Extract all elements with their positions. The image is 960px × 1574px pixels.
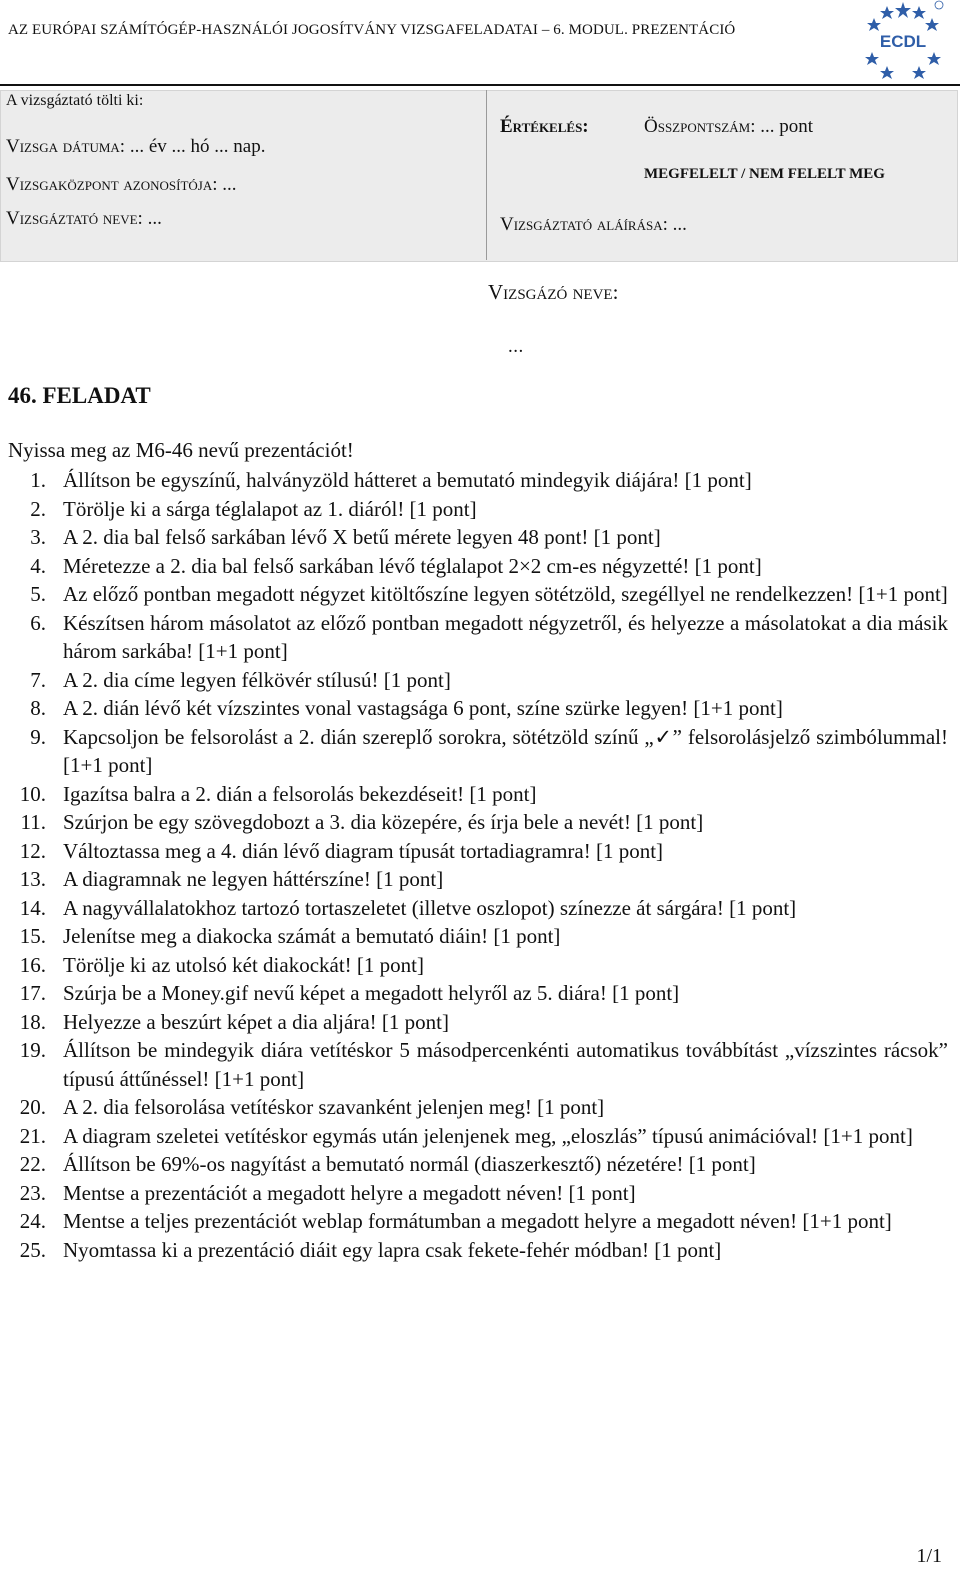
task-item [0,894,948,923]
examiner-name-label: Vizsgáztató neve: [6,208,143,229]
total-score-row [644,116,813,138]
task-item [0,1036,948,1093]
task-title: 46. FELADAT [8,383,151,408]
candidate-name-label: Vizsgázó neve: [488,280,619,304]
exam-date-row [6,136,265,158]
task-intro: Nyissa meg az M6-46 nevű prezentációt! [8,438,354,462]
task-item-number: 2. [30,496,46,521]
task-item-text: Nyomtassa ki a prezentáció diáit egy lapra csak fekete-fehér módban! [1 pont] [63,1237,722,1262]
task-item-number: 18. [19,1009,46,1034]
task-item [0,1179,948,1208]
task-item-number: 9. [30,724,46,749]
task-item-number: 16. [19,952,46,977]
task-item-number: 3. [30,525,46,549]
document-header-title: AZ EURÓPAI SZÁMÍTÓGÉP-HASZNÁLÓI JOGOSÍTVÁNY VIZSGAFELADATAI – 6. MODUL. PREZENTÁCIÓ [8,22,736,38]
task-item-text: A 2. dia bal felső sarkában lévő X betű mérete legyen 48 pont! [1 pont] [63,525,661,549]
task-item [0,609,948,666]
task-item [0,865,948,894]
task-item-text: A 2. dián lévő két vízszintes vonal vastagsága 6 pont, színe szürke legyen! [1+1 pont] [63,696,783,720]
task-item-text: Készítsen három másolatot az előző pontban megadott négyzetről, és helyezze a másolatokat a dia másik három sarkába! [1+1 pont] [63,610,948,663]
task-item-number: 6. [30,610,46,635]
task-item-text: A nagyvállalatokhoz tartozó tortaszeletet (illetve oszlopot) színezze át sárgára! [1 pont] [63,895,797,920]
task-item-number: 7. [30,667,46,692]
task-item-number: 8. [30,696,46,720]
task-item-text: Állítson be 69%-os nagyítást a bemutató normál (diaszerkesztő) nézetére! [1 pont] [63,1152,756,1176]
task-item-number: 20. [19,1095,46,1119]
total-score-value: ... pont [760,116,813,137]
candidate-name-field: ... [508,336,524,357]
task-item-text: Igazítsa balra a 2. dián a felsorolás bekezdéseit! [1 pont] [63,781,537,806]
task-item [0,780,948,809]
task-item-text: Jelenítse meg a diakocka számát a bemutató diáin! [1 pont] [63,924,561,948]
task-item-text: Kapcsoljon be felsorolást a 2. dián szereplő sorokra, sötétzöld színű „✓” felsorolásjelző szimbólummal! [1+1 pont] [63,724,948,777]
task-item [0,951,948,980]
task-item [0,1008,948,1037]
info-box-divider [486,90,487,260]
task-item-number: 19. [19,1038,46,1062]
exam-date-value: ... év ... hó ... nap. [129,136,266,157]
task-item [0,1150,948,1179]
task-item-text: Méretezze a 2. dia bal felső sarkában lévő téglalapot 2×2 cm-es négyzetté! [1 pont] [63,553,762,578]
task-item [0,808,948,837]
task-item-number: 4. [30,553,46,578]
task-item-text: Mentse a prezentációt a megadott helyre a megadott néven! [1 pont] [63,1180,636,1205]
examiner-signature-value: ... [672,214,687,235]
task-item-number: 23. [19,1180,46,1205]
task-item-text: A diagram szeletei vetítéskor egymás után jelenjenek meg, „eloszlás” típusú animációval! [1+1 pont] [63,1123,913,1148]
task-item-number: 10. [19,781,46,806]
examiner-signature-row [500,214,687,236]
task-item-number: 5. [30,582,46,606]
task-item-text: A 2. dia címe legyen félkövér stílusú! [1 pont] [63,667,451,692]
task-item-text: Mentse a teljes prezentációt weblap formátumban a megadott helyre a megadott néven! [1+1 pont] [63,1209,892,1233]
task-item [0,466,948,495]
ecdl-logo-text: ECDL [879,32,927,51]
task-item [0,837,948,866]
exam-center-label: Vizsgaközpont azonosítója: [6,174,218,195]
task-item [0,1122,948,1151]
examiner-name-value: ... [147,208,162,229]
task-item [0,723,948,780]
task-item-text: Állítson be egyszínű, halványzöld hátteret a bemutató mindegyik diájára! [1 pont] [63,468,752,492]
task-item [0,523,948,552]
examiner-signature-label: Vizsgáztató aláírása: [500,214,668,235]
task-item-number: 21. [19,1123,46,1148]
task-item-text: Az előző pontban megadott négyzet kitöltőszíne legyen sötétzöld, szegéllyel ne rendelkezzen! [1+1 pont] [63,582,948,606]
task-item-text: Szúrja be a Money.gif nevű képet a megadott helyről az 5. diára! [1 pont] [63,981,680,1005]
task-item [0,580,948,609]
total-score-label: Összpontszám: [644,116,756,137]
task-item-number: 22. [19,1152,46,1176]
header-rule [0,84,960,86]
task-item-text: Szúrjon be egy szövegdobozt a 3. dia közepére, és írja bele a nevét! [1 pont] [63,810,704,834]
exam-center-row [6,174,237,196]
exam-date-label: Vizsga dátuma: [6,136,126,157]
task-item-number: 11. [20,810,46,834]
ecdl-logo [862,0,944,80]
task-item-number: 24. [19,1209,46,1233]
task-item-text: A 2. dia felsorolása vetítéskor szavanként jelenjen meg! [1 pont] [63,1095,605,1119]
examiner-note: A vizsgáztató tölti ki: [6,92,144,109]
task-item [0,1093,948,1122]
task-item-number: 12. [19,838,46,863]
task-item-text: Törölje ki a sárga téglalapot az 1. diáról! [1 pont] [63,496,477,521]
task-list [0,466,948,1264]
exam-center-value: ... [222,174,237,195]
task-item [0,495,948,524]
task-item-text: A diagramnak ne legyen háttérszíne! [1 pont] [63,867,444,891]
task-item-number: 14. [19,895,46,920]
task-item [0,666,948,695]
pass-fail-text: MEGFELELT / NEM FELELT MEG [644,166,885,182]
task-item-number: 25. [19,1237,46,1262]
task-item-text: Helyezze a beszúrt képet a dia aljára! [1 pont] [63,1009,449,1034]
task-item-number: 15. [19,924,46,948]
task-item [0,552,948,581]
task-item-number: 13. [19,867,46,891]
task-item-number: 1. [30,468,46,492]
evaluation-label: Értékelés: [500,116,589,137]
task-item-text: Változtassa meg a 4. dián lévő diagram típusát tortadiagramra! [1 pont] [63,838,664,863]
task-item [0,979,948,1008]
task-item [0,694,948,723]
task-item [0,1236,948,1265]
task-item-text: Törölje ki az utolsó két diakockát! [1 pont] [63,952,424,977]
task-item-number: 17. [19,981,46,1005]
task-item-text: Állítson be mindegyik diára vetítéskor 5 másodpercenkénti automatikus továbbítást „vízszintes rácsok” típusú áttűnéssel! [1+1 pont] [63,1038,948,1091]
task-item [0,922,948,951]
examiner-name-row [6,208,162,230]
task-item [0,1207,948,1236]
page-number: 1/1 [916,1545,942,1567]
